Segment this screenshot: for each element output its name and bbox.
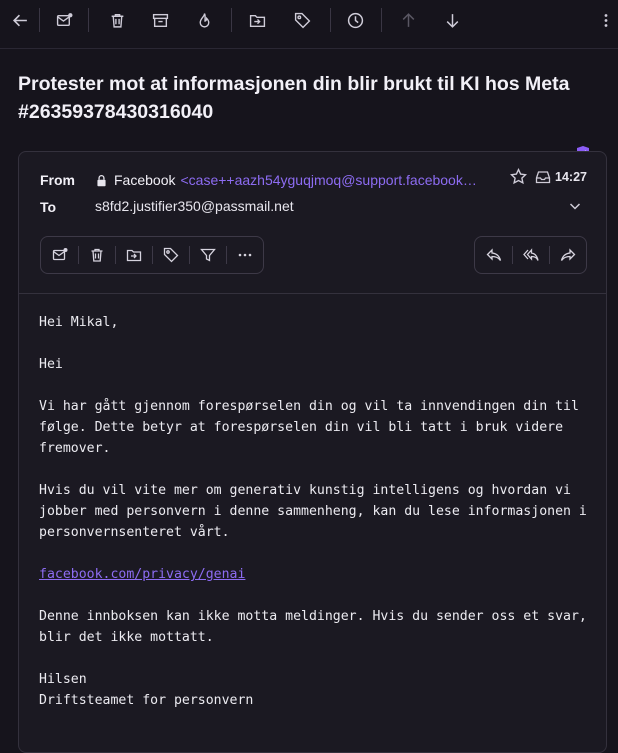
previous-up-arrow-icon[interactable] xyxy=(395,7,421,33)
spam-flame-icon[interactable] xyxy=(191,7,217,33)
move-to-folder-icon[interactable] xyxy=(244,7,270,33)
more-vertical-icon[interactable] xyxy=(598,7,614,33)
sender[interactable] xyxy=(95,171,477,189)
signoff: Hilsen xyxy=(39,672,87,687)
received-time: 14:27 xyxy=(555,170,587,184)
body-paragraph: Denne innboksen kan ikke motta meldinger. Hvis du sender oss et svar, blir det ikke mottatt. xyxy=(39,609,595,645)
archive-icon[interactable] xyxy=(147,7,173,33)
greeting: Hei Mikal, xyxy=(39,315,119,330)
mark-unread-icon[interactable] xyxy=(41,237,78,273)
forward-icon[interactable] xyxy=(549,237,586,273)
move-to-folder-icon[interactable] xyxy=(115,237,152,273)
back-arrow-icon[interactable] xyxy=(7,7,33,33)
more-horizontal-icon[interactable] xyxy=(226,237,263,273)
sender-address: <case++aazh54yguqjmoq@support.facebook… xyxy=(180,172,477,188)
toolbar-separator xyxy=(330,8,331,32)
toolbar-separator xyxy=(39,8,40,32)
signature: Driftsteamet for personvern xyxy=(39,693,254,708)
toolbar-separator xyxy=(88,8,89,32)
message-card xyxy=(18,151,607,753)
label-tag-icon[interactable] xyxy=(289,7,315,33)
chevron-down-icon[interactable] xyxy=(567,198,583,214)
message-actions xyxy=(40,236,264,274)
message-toolbar xyxy=(0,0,618,49)
trash-icon[interactable] xyxy=(104,7,130,33)
message-subject: Protester mot at informasjonen din blir brukt til KI hos Meta #26359378430316040 xyxy=(18,73,570,123)
toolbar-separator xyxy=(231,8,232,32)
reply-icon[interactable] xyxy=(475,237,512,273)
lock-icon xyxy=(95,174,108,187)
from-label: From xyxy=(40,172,75,188)
reply-actions xyxy=(474,236,587,274)
message-body xyxy=(39,312,595,732)
sender-name: Facebook xyxy=(114,172,176,188)
filter-icon[interactable] xyxy=(189,237,226,273)
body-paragraph: Hvis du vil vite mer om generativ kunstig intelligens og hvordan vi jobber med personvern i denne sammenheng, kan du lese informasjonen i personvernsenteret vårt. xyxy=(39,483,595,540)
mark-unread-icon[interactable] xyxy=(51,7,77,33)
salutation: Hei xyxy=(39,357,63,372)
reply-all-icon[interactable] xyxy=(512,237,549,273)
inbox-icon xyxy=(535,169,551,185)
privacy-link[interactable]: facebook.com/privacy/genai xyxy=(39,567,246,582)
to-label: To xyxy=(40,199,57,215)
star-icon[interactable] xyxy=(510,168,527,185)
body-paragraph: Vi har gått gjennom forespørselen din og vil ta innvendingen din til følge. Dette betyr at forespørselen din vil bli tatt i bruk videre fremover. xyxy=(39,399,587,456)
snooze-clock-icon[interactable] xyxy=(342,7,368,33)
toolbar-separator xyxy=(381,8,382,32)
trash-icon[interactable] xyxy=(78,237,115,273)
recipient-address[interactable]: s8fd2.justifier350@passmail.net xyxy=(95,198,294,214)
next-down-arrow-icon[interactable] xyxy=(439,7,465,33)
label-tag-icon[interactable] xyxy=(152,237,189,273)
header-divider xyxy=(19,293,606,294)
